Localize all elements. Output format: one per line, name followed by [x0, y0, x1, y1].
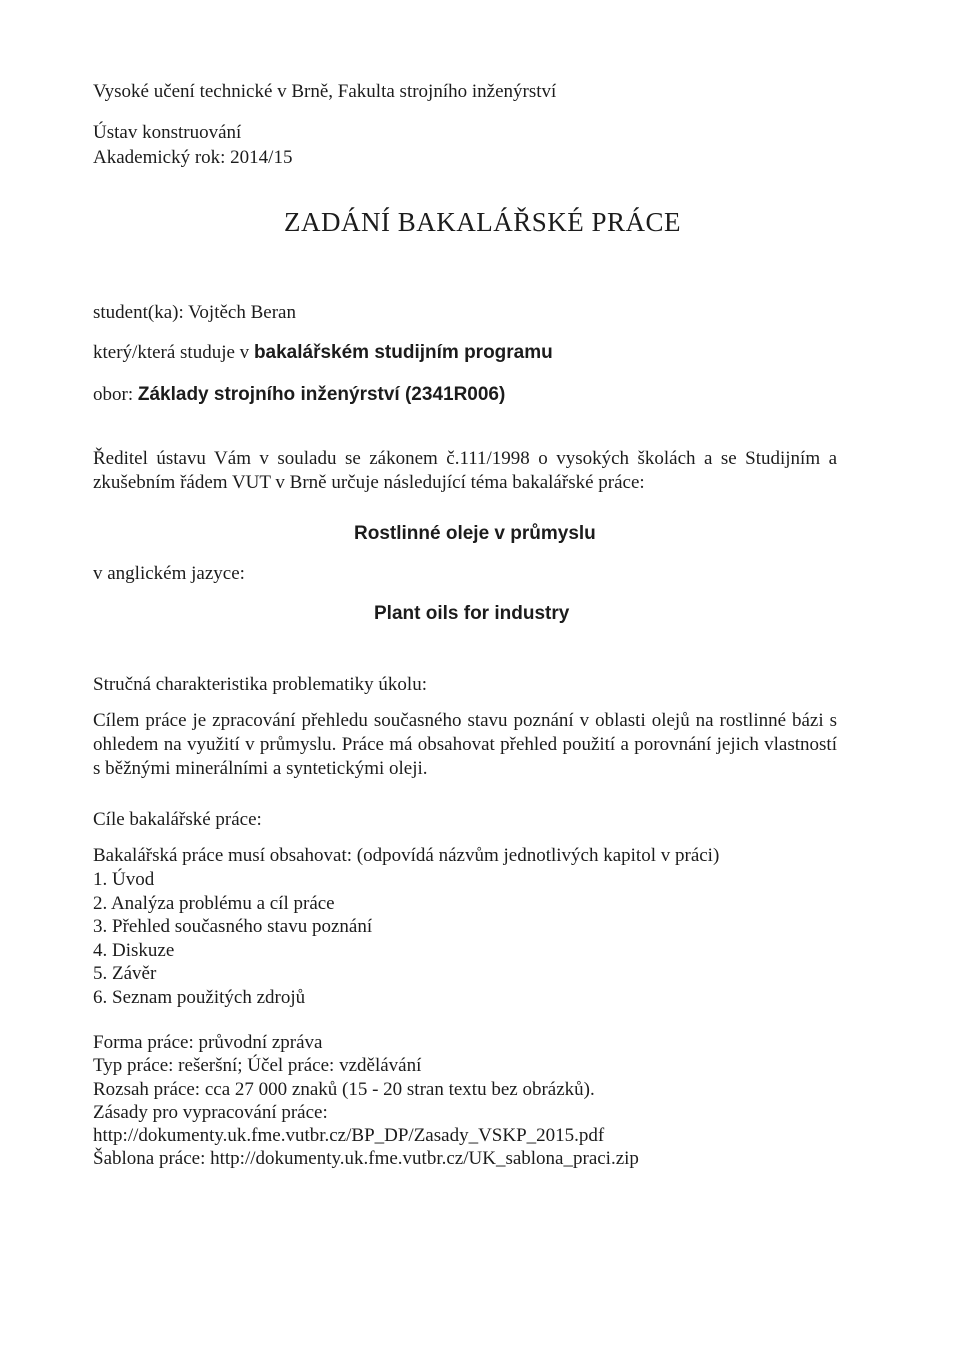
- field-name: Základy strojního inženýrství (2341R006): [137, 384, 506, 405]
- program-prefix: který/která studuje v: [93, 342, 254, 363]
- list-item: 5. Závěr: [93, 963, 157, 984]
- scope-line: Rozsah práce: cca 27 000 znaků (15 - 20 stran textu bez obrázků).: [93, 1078, 595, 1100]
- details-block: [93, 1031, 639, 1171]
- field-prefix: obor:: [93, 384, 138, 405]
- topic-english: Plant oils for industry: [374, 603, 570, 624]
- list-item: 4. Diskuze: [93, 939, 175, 961]
- characteristics-text: [93, 709, 837, 781]
- goals-label: Cíle bakalářské práce:: [93, 809, 262, 830]
- template-line: Šablona práce: http://dokumenty.uk.fme.vutbr.cz/UK_sablona_praci.zip: [93, 1148, 639, 1170]
- english-label: v anglickém jazyce:: [93, 563, 245, 584]
- type-line: Typ práce: rešeršní; Účel práce: vzdělávání: [93, 1055, 422, 1077]
- list-item: 1. Úvod: [93, 869, 155, 890]
- institution-line: Vysoké učení technické v Brně, Fakulta strojního inženýrství: [93, 81, 557, 102]
- program-line: [93, 341, 553, 365]
- list-item: 6. Seznam použitých zdrojů: [93, 986, 306, 1008]
- program-name: bakalářském studijním programu: [253, 342, 553, 363]
- rules-label: Zásady pro vypracování práce:: [93, 1101, 328, 1123]
- list-item: 2. Analýza problému a cíl práce: [93, 892, 335, 914]
- chapter-list: [93, 868, 372, 1009]
- department-line: Ústav konstruování: [93, 122, 242, 143]
- goals-intro: Bakalářská práce musí obsahovat: (odpovídá názvům jednotlivých kapitol v práci): [93, 845, 720, 866]
- document-title: ZADÁNÍ BAKALÁŘSKÉ PRÁCE: [284, 207, 682, 237]
- characteristics-paragraph: Cílem práce je zpracování přehledu současného stavu poznání v oblasti olejů na rostlinné bázi s ohledem na využití v průmyslu. Práce má obsahovat přehled použití a porovnání jejich vlastností s běžnými minerálními a syntetickými oleji.: [93, 710, 837, 779]
- student-line: student(ka): Vojtěch Beran: [93, 302, 296, 323]
- rules-url: http://dokumenty.uk.fme.vutbr.cz/BP_DP/Zasady_VSKP_2015.pdf: [93, 1125, 605, 1147]
- list-item: 3. Přehled současného stavu poznání: [93, 916, 373, 937]
- form-line: Forma práce: průvodní zpráva: [93, 1032, 323, 1053]
- field-line: [93, 383, 505, 407]
- directive-line-2: zkušebním řádem VUT v Brně určuje následující téma bakalářské práce:: [93, 472, 645, 493]
- academic-year-line: Akademický rok: 2014/15: [93, 147, 293, 168]
- directive-line-1: Ředitel ústavu Vám v souladu se zákonem č.111/1998 o vysokých školách a se Studijním a: [93, 448, 837, 469]
- characteristics-label: Stručná charakteristika problematiky úkolu:: [93, 674, 427, 695]
- topic-czech: Rostlinné oleje v průmyslu: [354, 523, 596, 544]
